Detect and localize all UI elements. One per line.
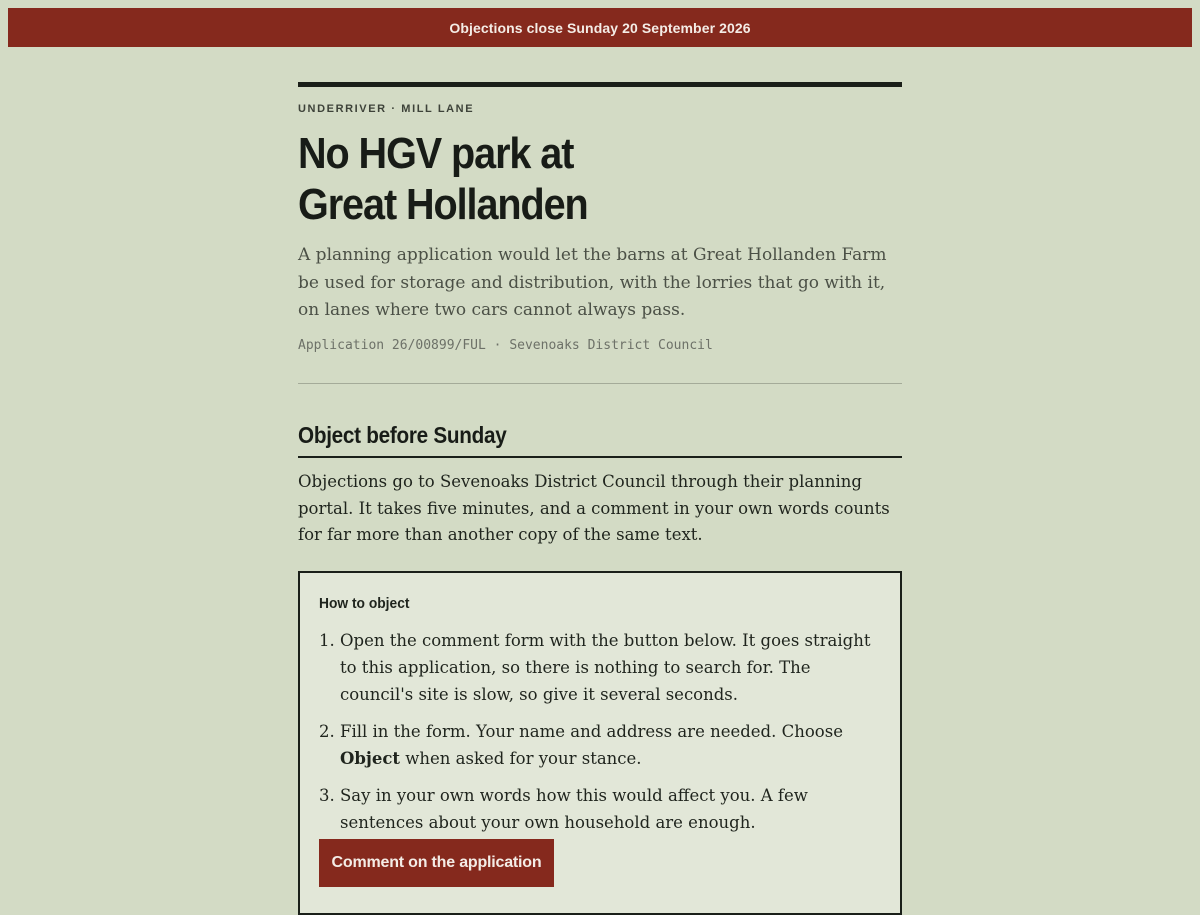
location-kicker: UNDERRIVER · MILL LANE [298,103,475,115]
step-item-3: 3. Say in your own words how this would affect you. A few sentences about your own household are enough. [340,782,880,836]
comment-on-application-button[interactable]: Comment on the application [319,839,554,887]
step-2-text-end: when asked for your stance. [400,749,642,768]
section-heading [298,420,902,458]
application-reference: Application 26/00899/FUL · Sevenoaks District Council [298,338,713,353]
top-rule [298,82,902,87]
section-body: Objections go to Sevenoaks District Council through their planning portal. It takes five minutes, and a comment in your own words counts for far more than another copy of the same text. [298,472,890,544]
deadline-banner-text: Objections close Sunday 20 September 2026 [449,19,751,36]
page-title-line-2: Great Hollanden [298,180,588,229]
how-to-object-title: How to object [319,595,410,612]
step-2-text-start: Fill in the form. Your name and address are needed. Choose [340,722,843,741]
page-title [298,128,676,230]
section-divider [298,383,902,384]
section-heading-text: Object before Sunday [298,422,507,448]
step-item-1: 1. Open the comment form with the button below. It goes straight to this application, so there is nothing to search for. The council's site is slow, so give it several seconds. [340,627,880,708]
lede-paragraph: A planning application would let the barns at Great Hollanden Farm be used for storage and distribution, with the lorries that go with it, on lanes where two cars cannot always pass. [298,245,887,320]
step-2-bold-object: Object [340,749,401,768]
how-to-object-panel [298,571,902,915]
deadline-banner [8,8,1192,47]
steps-list [340,627,880,846]
page-title-line-1: No HGV park at [298,129,574,178]
step-item-2 [340,718,880,772]
